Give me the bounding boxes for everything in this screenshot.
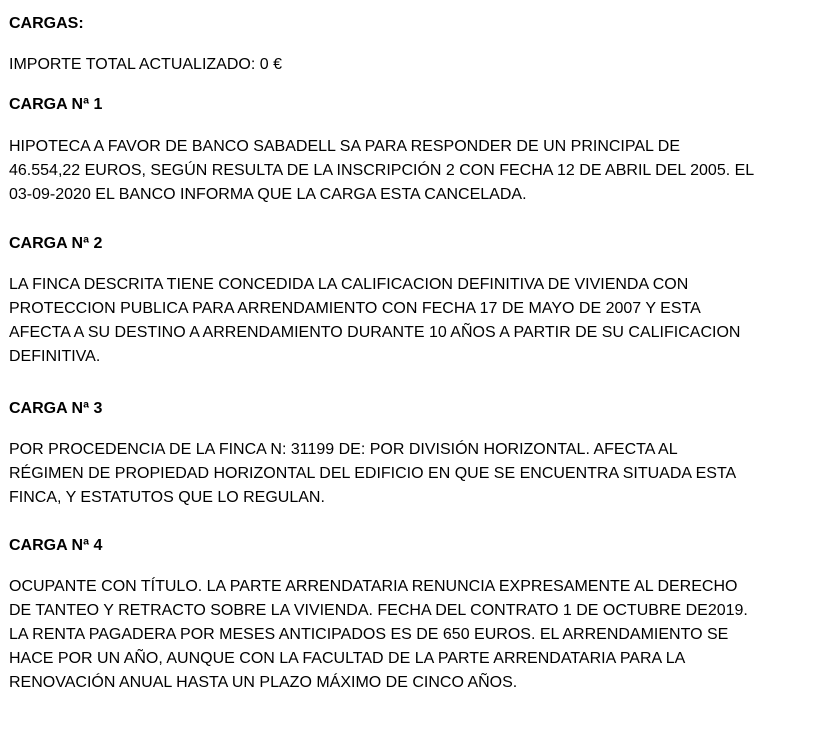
carga-2-text: LA FINCA DESCRITA TIENE CONCEDIDA LA CALIFICACION DEFINITIVA DE VIVIENDA CON PROTECCION PUBLICA PARA ARRENDAMIENTO CON FECHA 17 DE MAYO DE 2007 Y ESTA AFECTA A SU DESTINO A ARRENDAMIENTO DURANTE 10 AÑOS A PARTIR DE SU CALIFICACION DEFINITIVA. <box>9 276 741 365</box>
carga-1-heading: CARGA Nª 1 <box>9 96 103 113</box>
carga-4-heading: CARGA Nª 4 <box>9 537 103 554</box>
carga-2-heading: CARGA Nª 2 <box>9 235 103 252</box>
carga-1-text: HIPOTECA A FAVOR DE BANCO SABADELL SA PARA RESPONDER DE UN PRINCIPAL DE 46.554,22 EUROS, SEGÚN RESULTA DE LA INSCRIPCIÓN 2 CON FECHA 12 DE ABRIL DEL 2005. EL 03-09-2020 EL BANCO INFORMA QUE LA CARGA ESTA CANCELADA. <box>9 138 755 203</box>
carga-3-heading: CARGA Nª 3 <box>9 400 103 417</box>
carga-4-text: OCUPANTE CON TÍTULO. LA PARTE ARRENDATARIA RENUNCIA EXPRESAMENTE AL DERECHO DE TANTEO Y RETRACTO SOBRE LA VIVIENDA. FECHA DEL CONTRATO 1 DE OCTUBRE DE2019. LA RENTA PAGADERA POR MESES ANTICIPADOS ES DE 650 EUROS. EL ARRENDAMIENTO SE HACE POR UN AÑO, AUNQUE CON LA FACULTAD DE LA PARTE ARRENDATARIA PARA LA RENOVACIÓN ANUAL HASTA UN PLAZO MÁXIMO DE CINCO AÑOS. <box>9 578 748 691</box>
total-amount-line: IMPORTE TOTAL ACTUALIZADO: 0 € <box>9 56 282 73</box>
carga-3-text: POR PROCEDENCIA DE LA FINCA N: 31199 DE: POR DIVISIÓN HORIZONTAL. AFECTA AL RÉGIMEN DE PROPIEDAD HORIZONTAL DEL EDIFICIO EN QUE SE ENCUENTRA SITUADA ESTA FINCA, Y ESTATUTOS QUE LO REGULAN. <box>9 441 737 506</box>
document-title: CARGAS: <box>9 15 84 32</box>
